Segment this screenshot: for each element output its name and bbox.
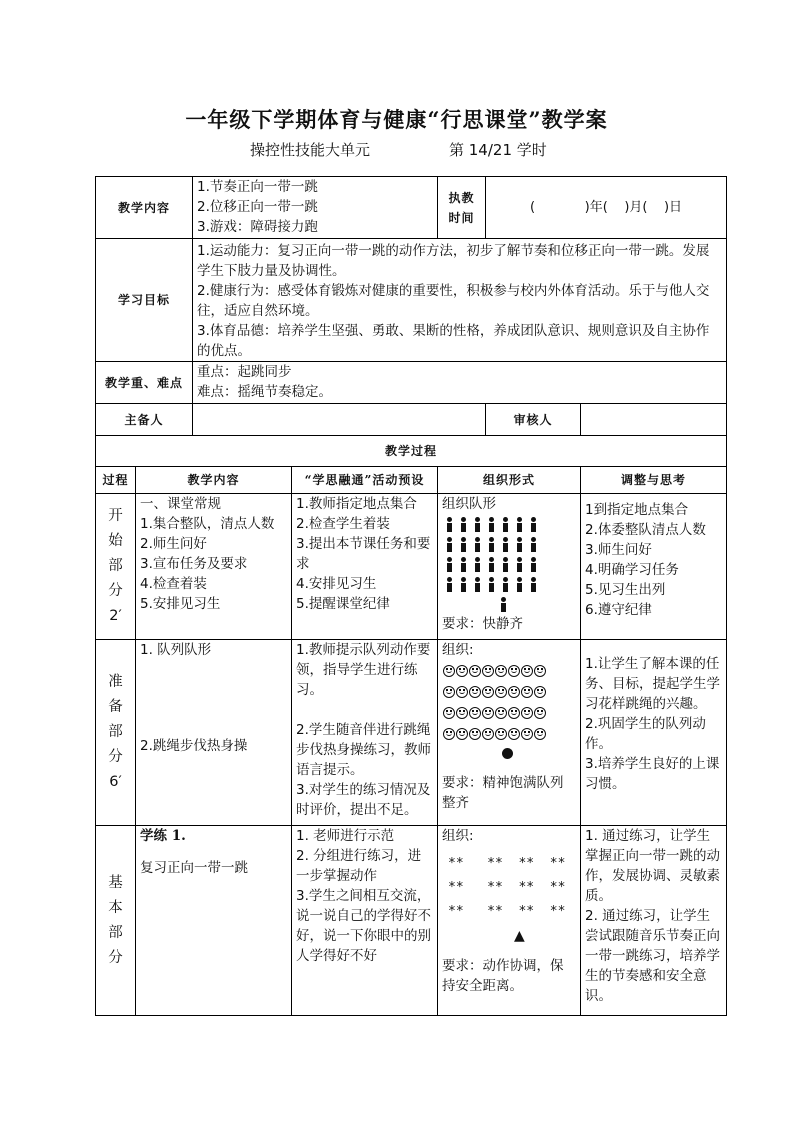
phase-content: 学练 1. 复习正向一带一跳 — [136, 826, 292, 1016]
phase-organization — [438, 826, 581, 1016]
column-header-reflection: 调整与思考 — [581, 467, 727, 494]
phase-reflection: 1. 通过练习，让学生掌握正向一带一跳的动作，发展协调、灵敏素质。 2. 通过练习，让学生尝试跟随音乐节奏正向一带一跳练习，培养学生的节奏感和安全意识。 — [581, 826, 727, 1016]
goals-row — [96, 239, 727, 362]
keypoints-row — [96, 362, 727, 404]
process-row-prepare — [96, 640, 727, 826]
column-header-activity: “学思融通”活动预设 — [292, 467, 438, 494]
formation-smile-diagram — [442, 660, 576, 759]
content-item: 3.游戏：障碍接力跑 — [197, 219, 318, 235]
org-requirement: 要求：精神饱满队列整齐 — [442, 775, 564, 811]
content-row — [96, 177, 727, 239]
phase-label: 基 本 部 分 — [96, 826, 136, 1016]
content-label: 教学内容 — [96, 177, 193, 239]
star-formation-diagram: ** ** ** ** ** ** ** ** ** ** ** ** ▲ — [442, 852, 576, 948]
org-title: 组织队形 — [442, 496, 497, 512]
process-row-start — [96, 494, 727, 640]
teacher-dot-icon — [502, 748, 513, 759]
phase-label: 准 备 部 分 6′ — [96, 640, 136, 826]
phase-reflection: 1到指定地点集合 2.体委整队清点人数 3.师生问好 4.明确学习任务 5.见习生出列 6.遵守纪律 — [581, 494, 727, 640]
key-point: 重点：起跳同步 — [197, 364, 292, 380]
preparer-label: 主备人 — [96, 404, 193, 436]
goal-item: 2.健康行为：感受体育锻炼对健康的重要性，积极参与校内外体育活动。乐于与他人交往，适应自然环境。 — [197, 283, 710, 319]
lesson-plan-table — [95, 176, 727, 1016]
phase-activity: 1.教师提示队列动作要领，指导学生进行练习。 2.学生随音伴进行跳绳步伐热身操练习，教师语言提示。 3.对学生的练习情况及时评价，提出不足。 — [292, 640, 438, 826]
phase-activity: 1.教师指定地点集合 2.检查学生着装 3.提出本节课任务和要求 4.安排见习生 5.提醒课堂纪律 — [292, 494, 438, 640]
column-header-content: 教学内容 — [136, 467, 292, 494]
phase-label: 开 始 部 分 2′ — [96, 494, 136, 640]
column-header-organization: 组织形式 — [438, 467, 581, 494]
org-requirement: 要求：动作协调，保持安全距离。 — [442, 958, 564, 994]
org-title: 组织: — [442, 642, 474, 658]
phase-organization — [438, 640, 581, 826]
goals-label: 学习目标 — [96, 239, 193, 362]
process-title: 教学过程 — [96, 436, 727, 467]
phase-organization — [438, 494, 581, 640]
difficulty: 难点：摇绳节奏稳定。 — [197, 384, 333, 400]
goals-list — [193, 239, 727, 362]
phase-activity: 1. 老师进行示范 2. 分组进行练习，进一步掌握动作 3.学生之间相互交流，说一说自己的学得好不好，说一下你眼中的别人学得好不好 — [292, 826, 438, 1016]
phase-reflection: 1.让学生了解本课的任务、目标，提起学生学习花样跳绳的兴趣。 2.巩固学生的队列动作。 3.培养学生良好的上课习惯。 — [581, 640, 727, 826]
preparer-value — [193, 404, 486, 436]
process-row-basic — [96, 826, 727, 1016]
reviewer-label: 审核人 — [486, 404, 581, 436]
keypoint-label: 教学重、难点 — [96, 362, 193, 404]
keypoints — [193, 362, 727, 404]
content-item: 1.节奏正向一带一跳 — [197, 179, 318, 195]
process-header-row — [96, 467, 727, 494]
goal-item: 1.运动能力：复习正向一带一跳的动作方法，初步了解节奏和位移正向一带一跳。发展学生下肢力量及协调性。 — [197, 243, 710, 279]
page-title: 一年级下学期体育与健康“行思课堂”教学案 — [185, 107, 608, 132]
content-item: 2.位移正向一带一跳 — [197, 199, 318, 215]
phase-content: 1. 队列队形 2.跳绳步伐热身操 — [136, 640, 292, 826]
time-label: 执教 时间 — [438, 177, 486, 239]
lesson-number: 第 14/21 学时 — [449, 141, 547, 159]
org-requirement: 要求：快静齐 — [442, 616, 524, 632]
reviewer-value — [581, 404, 727, 436]
goal-item: 3.体育品德：培养学生坚强、勇敢、果断的性格，养成团队意识、规则意识及自主协作的优点。 — [197, 323, 710, 359]
teacher-triangle-icon: ▲ — [514, 928, 525, 944]
content-list — [193, 177, 438, 239]
process-title-row — [96, 436, 727, 467]
teaching-date: ( )年( )月( )日 — [486, 177, 727, 239]
teacher-icon — [500, 597, 507, 612]
student-formation-diagram — [442, 514, 576, 614]
staff-row — [96, 404, 727, 436]
org-title: 组织: — [442, 828, 474, 844]
column-header-phase: 过程 — [96, 467, 136, 494]
phase-content: 一、课堂常规 1.集合整队，清点人数 2.师生问好 3.宣布任务及要求 4.检查着装 5.安排见习生 — [136, 494, 292, 640]
unit-name: 操控性技能大单元 — [250, 141, 371, 159]
